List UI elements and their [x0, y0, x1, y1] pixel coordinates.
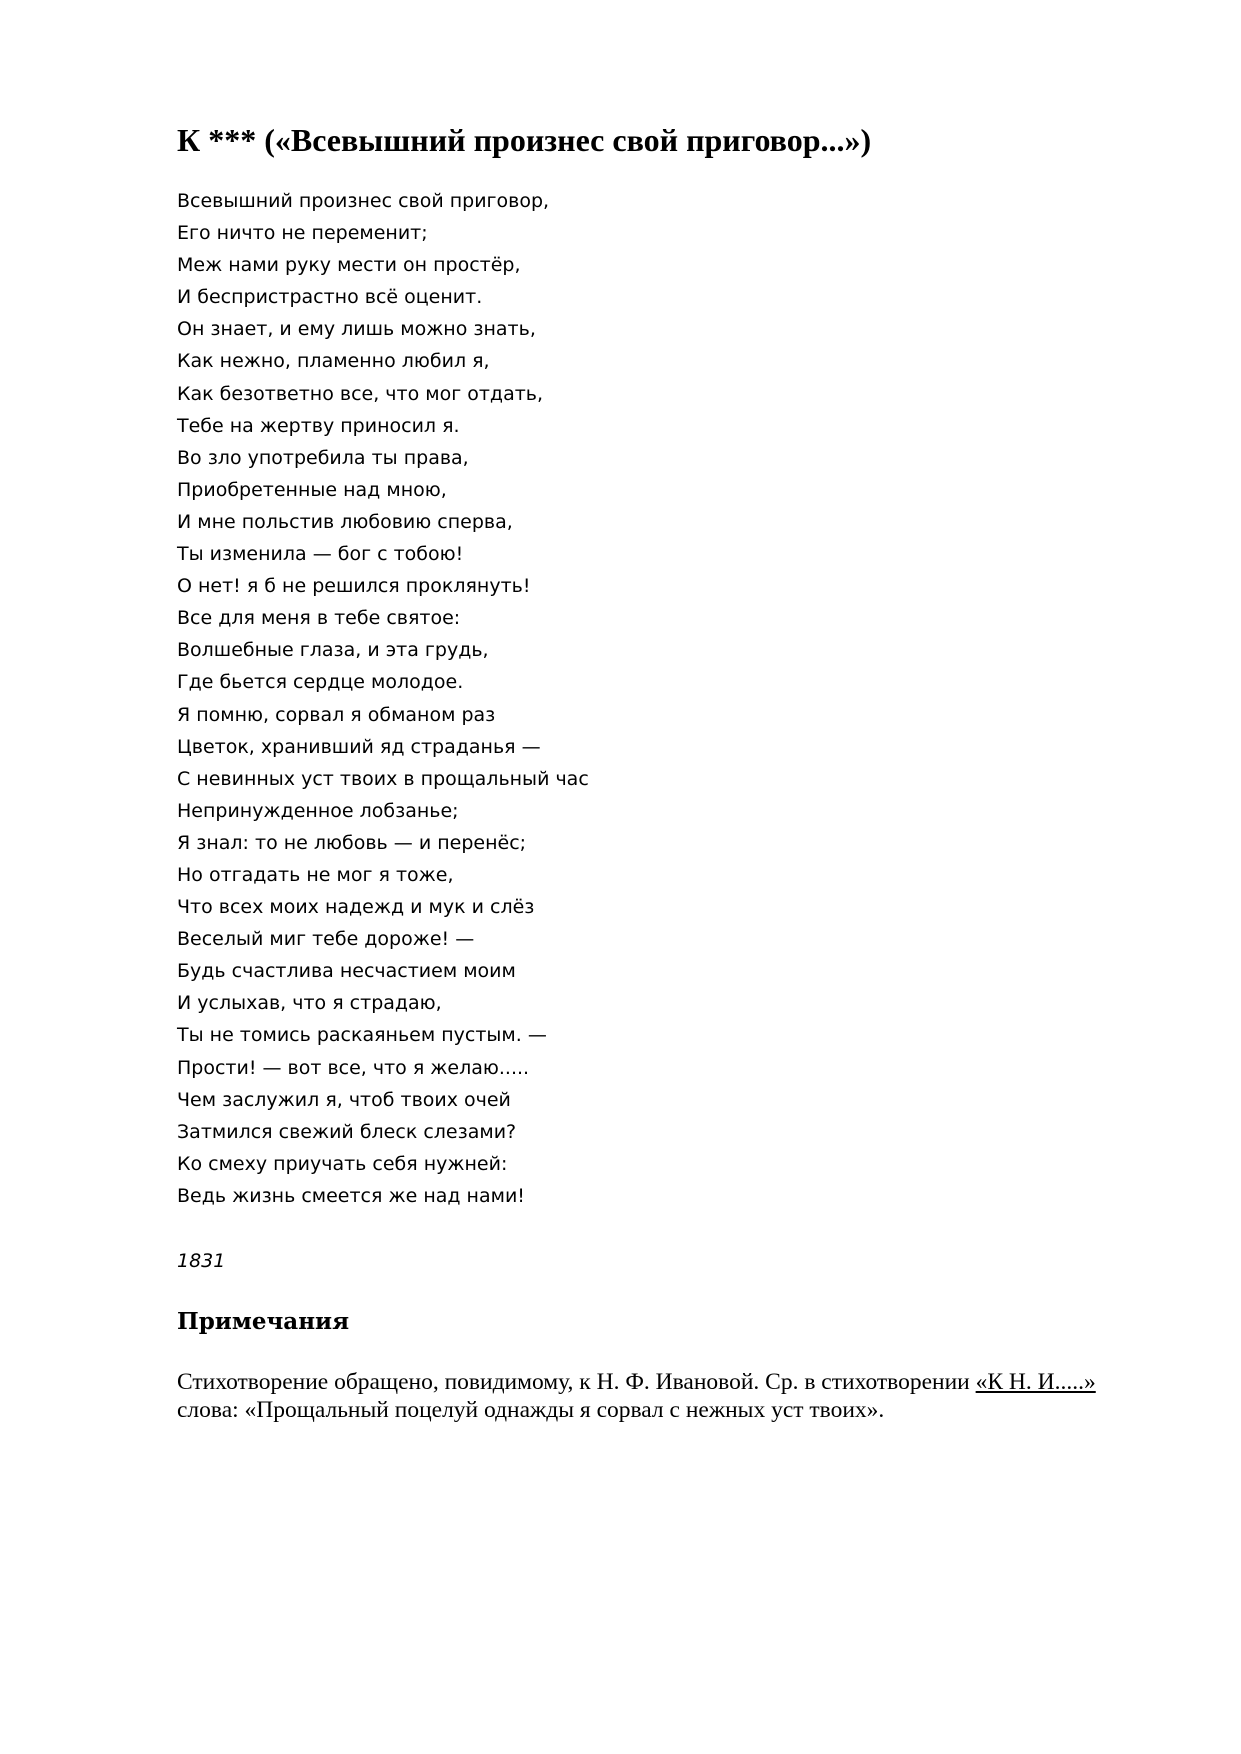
notes-heading: Примечания [177, 1308, 350, 1335]
notes-text-before-link: Стихотворение обращено, повидимому, к Н. Ф. Ивановой. Ср. в стихотворении [177, 1369, 976, 1395]
poem-line: Прости! — вот все, что я желаю..... [177, 1056, 530, 1079]
poem-line: Где бьется сердце молодое. [177, 671, 464, 694]
poem-line: Непринужденное лобзанье; [177, 799, 459, 822]
poem-line: О нет! я б не решился проклянуть! [177, 575, 531, 598]
poem-date: 1831 [177, 1250, 226, 1272]
notes-paragraph [177, 1368, 1097, 1424]
poem-line: Всевышний произнес свой приговор, [177, 190, 550, 212]
poem-line: Во зло употребила ты права, [177, 446, 469, 469]
poem-line: С невинных уст твоих в прощальный час [177, 767, 589, 790]
poem-line: Веселый миг тебе дороже! — [177, 928, 475, 951]
poem-title: К *** («Всевышний произнес свой приговор...») [177, 122, 872, 158]
poem-line: Затмился свежий блеск слезами? [177, 1120, 517, 1143]
poem-line: Тебе на жертву приносил я. [177, 414, 460, 437]
poem-line: Цветок, хранивший яд страданья — [177, 735, 541, 758]
poem-line: Волшебные глаза, и эта грудь, [177, 639, 489, 662]
poem-line: И услыхав, что я страдаю, [177, 992, 442, 1015]
poem-line: Чем заслужил я, чтоб твоих очей [177, 1088, 511, 1111]
poem-line: И мне польстив любовию сперва, [177, 510, 513, 533]
poem-line: Ты изменила — бог с тобою! [177, 543, 464, 566]
poem-line: Меж нами руку мести он простёр, [177, 254, 521, 277]
poem-line: Что всех моих надежд и мук и слёз [177, 896, 535, 919]
poem-line: Приобретенные над мною, [177, 478, 447, 501]
poem-line: Будь счастлива несчастием моим [177, 960, 516, 983]
poem-reference-link[interactable]: «К Н. И.....» [975, 1369, 1096, 1395]
poem-line: Как безответно все, что мог отдать, [177, 382, 544, 405]
poem-line: Его ничто не переменит; [177, 222, 428, 245]
poem-line: Как нежно, пламенно любил я, [177, 350, 490, 373]
poem-line: Я помню, сорвал я обманом раз [177, 703, 496, 726]
poem-line: Ко смеху приучать себя нужней: [177, 1152, 508, 1175]
poem-line: Но отгадать не мог я тоже, [177, 863, 454, 886]
poem-body [177, 185, 977, 1212]
poem-line: Ведь жизнь смеется же над нами! [177, 1184, 525, 1207]
poem-line: Я знал: то не любовь — и перенёс; [177, 831, 527, 854]
poem-line: И беспристрастно всё оценит. [177, 286, 483, 309]
poem-line: Он знает, и ему лишь можно знать, [177, 318, 536, 341]
notes-text-after-link: слова: «Прощальный поцелуй однажды я сорвал с нежных уст твоих». [177, 1397, 885, 1423]
poem-line: Ты не томись раскаяньем пустым. — [177, 1024, 547, 1047]
poem-line: Все для меня в тебе святое: [177, 607, 461, 630]
